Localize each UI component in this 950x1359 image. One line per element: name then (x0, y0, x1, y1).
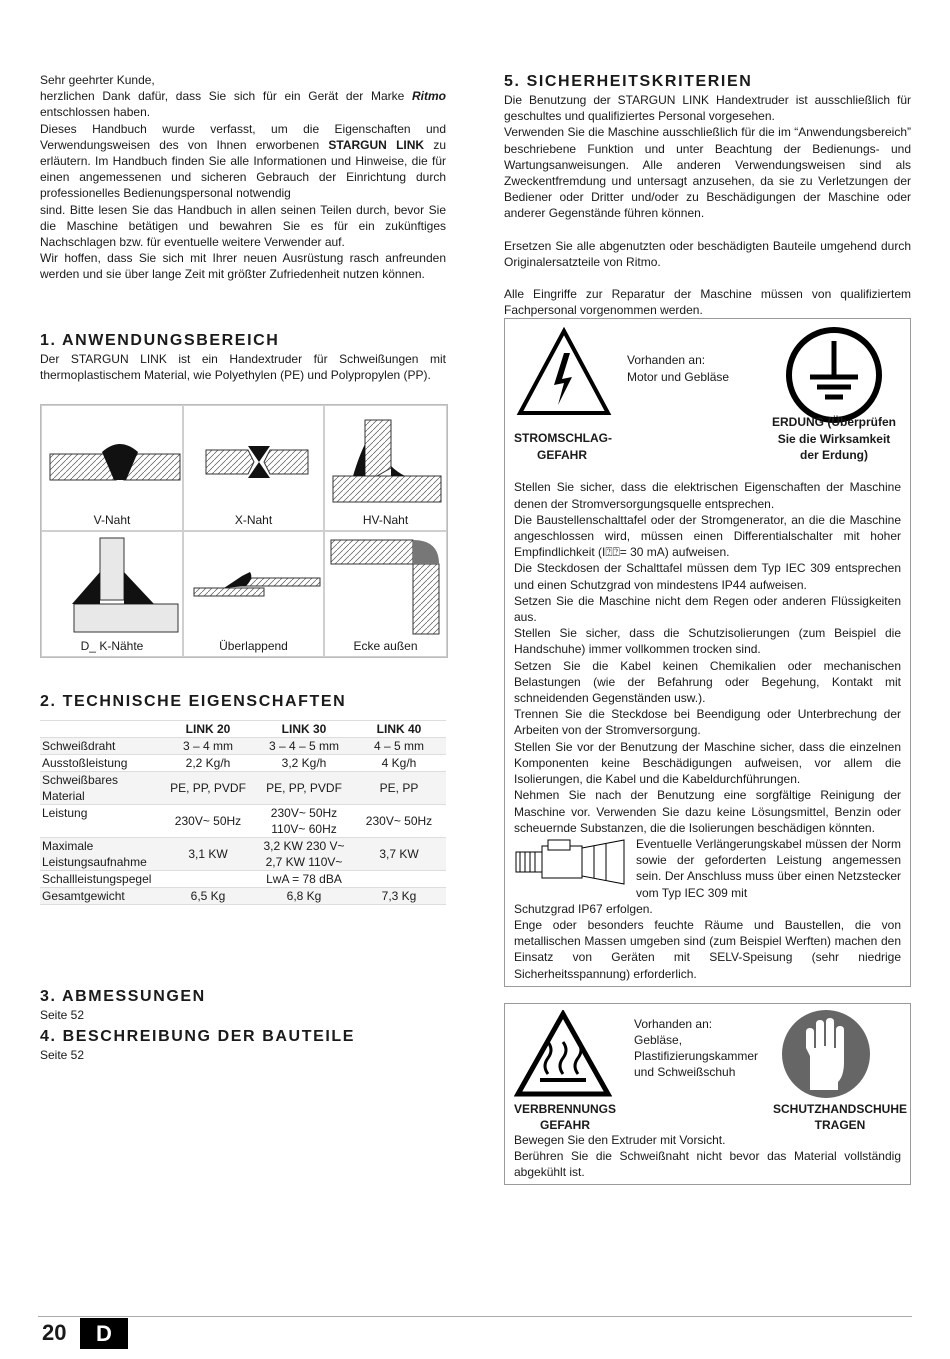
intro-text (40, 72, 446, 283)
weld-cell (183, 531, 324, 657)
burn-label: VERBRENNUNGS GEFAHR (514, 1101, 617, 1132)
electric-shock-warning-icon (516, 327, 612, 419)
section-5-para: Ersetzen Sie alle abgenutzten oder beschädigten Bauteile umgehend durch Originalersatzteile von Ritmo. (504, 238, 911, 269)
section-5-heading: 5. SICHERHEITSKRITERIEN (504, 73, 753, 90)
symbols-row (514, 327, 901, 479)
v-weld-figure (42, 406, 182, 506)
plug-note-tail: Schutzgrad IP67 erfolgen. (514, 901, 653, 916)
weld-cell (183, 405, 324, 531)
box1-last-para: Enge oder besonders feuchte Räume und Baustellen, die von metallischen Massen umgeben sind (zum Beispiel Werften) machen den Einsatz von Geräten mit SELV-Speisung (sehr niedrige Sicherheitsspannung) erforderlich. (514, 917, 901, 981)
burn-safety-box (504, 1003, 911, 1186)
box1-para: Stellen Sie sicher, dass die Schutzisolierungen (zum Beispiel die Handschuhe) immer vollkommen trocken sind. (514, 626, 901, 657)
footer-divider (38, 1316, 912, 1317)
weld-label: V-Naht (93, 513, 131, 528)
table-header-row (40, 721, 446, 738)
table-row: Ausstoßleistung 2,2 Kg/h 3,2 Kg/h 4 Kg/h (40, 755, 446, 772)
table-row: Schweißbares Material PE, PP, PVDF PE, PP, PVDF PE, PP (40, 772, 446, 805)
table-row: Leistung 230V~ 50Hz 230V~ 50Hz 110V~ 60Hz 230V~ 50Hz (40, 805, 446, 838)
page-number: 20 (42, 1320, 67, 1345)
box2-para: Berühren Sie die Schweißnaht nicht bevor das Material vollständig abgekühlt ist. (514, 1148, 901, 1180)
x-weld-figure (184, 406, 324, 506)
shock-present-note: Vorhanden an: Motor und Gebläse (627, 353, 730, 384)
overlap-weld-figure (184, 532, 324, 632)
box1-para: Stellen Sie sicher, dass die elektrischen Eigenschaften der Maschine denen der Stromversorgungsquelle entsprechen. (514, 480, 901, 511)
shock-label: STROMSCHLAG-GEFAHR (514, 431, 612, 462)
weld-cell (41, 405, 183, 531)
plug-note: Eventuelle Verlängerungskabel müssen der Norm sowie der geforderten Leistung angemessen sein. Der Anschluss muss über einen Netzstecker vom Typ IEC 309 mit (514, 836, 901, 901)
tech-specs-table (40, 720, 446, 905)
col-header: LINK 30 (281, 722, 327, 737)
burn-present-note: Vorhanden an: Gebläse, Plastifizierungskammer und Schweißschuh (634, 1016, 759, 1080)
gloves-label: SCHUTZHANDSCHUHE TRAGEN (773, 1101, 907, 1132)
weld-types-grid (40, 404, 448, 658)
col-header: LINK 40 (376, 722, 422, 737)
weld-label: HV-Naht (362, 513, 409, 528)
table-row: Maximale Leistungsaufnahme 3,1 KW 3,2 KW 230 V~ 2,7 KW 110V~ 3,7 KW (40, 838, 446, 871)
section-1-heading: 1. ANWENDUNGSBEREICH (40, 331, 280, 349)
hv-weld-figure (325, 406, 447, 506)
box2-para: Bewegen Sie den Extruder mit Vorsicht. (514, 1132, 726, 1147)
language-badge: D (80, 1318, 128, 1349)
safety-gloves-icon (780, 1008, 872, 1100)
earth-ground-icon (764, 325, 904, 425)
box1-para: Setzen Sie die Maschine nicht dem Regen oder anderen Flüssigkeiten aus. (514, 593, 901, 625)
electrical-safety-box (504, 318, 911, 986)
weld-cell (324, 405, 447, 531)
section-1-text: Der STARGUN LINK ist ein Handextruder für Schweißungen mit thermoplastischem Material, wie Polyethylen (PE) und Polypropylen (PP). (40, 351, 446, 382)
section-4-text: Seite 52 (40, 1048, 85, 1063)
weld-label: D_ K-Nähte (80, 639, 144, 654)
symbols-row (514, 1012, 907, 1132)
table-row: Schweißdraht 3 – 4 mm 3 – 4 – 5 mm 4 – 5 mm (40, 738, 446, 755)
corner-weld-figure (325, 532, 447, 636)
box1-para: Setzen Sie die Kabel keinen Chemikalien oder mechanischen Belastungen (wie der Befahrung oder Begehung, Kontakt mit schneidenden Gegenständen usw.). (514, 658, 901, 706)
left-column (40, 72, 446, 1063)
earth-label: ERDUNG (Überprüfen Sie die Wirksamkeit der Erdung) (771, 415, 896, 462)
table-row: Schallleistungspegel LwA = 78 dBA (40, 871, 446, 888)
iec-plug-icon (514, 836, 632, 890)
weld-label: X-Naht (234, 513, 273, 528)
col-header: LINK 20 (185, 722, 231, 737)
intro-line: Wir hoffen, dass Sie sich mit Ihrer neuen Ausrüstung rasch anfreunden werden und sie über lange Zeit mit größter Zufriedenheit nutzen können. (40, 251, 446, 282)
box1-para: Die Steckdosen der Schalttafel müssen dem Typ IEC 309 entsprechen und einen Schutzgrad von mindestens IP44 aufweisen. (514, 561, 901, 592)
weld-label: Überlappend (219, 639, 288, 654)
hot-surface-warning-icon (514, 1010, 612, 1100)
intro-line: sind. Bitte lesen Sie das Handbuch in allen seinen Teilen durch, bevor Sie die Maschine betätigen und bewahren Sie es für ein zukünftiges Nachschlagen bzw. für eventuelle weitere Verwender auf. (40, 202, 446, 250)
box1-para: Nehmen Sie nach der Benutzung eine sorgfältige Reinigung der Maschine vor. Verwenden Sie dazu keine Lösungsmittel, Benzin oder scheuernde Substanzen, die die Isolierungen beschädigen könnten. (514, 788, 901, 835)
table-row: Gesamtgewicht 6,5 Kg 6,8 Kg 7,3 Kg (40, 888, 446, 905)
section-5-para: Verwenden Sie die Maschine ausschließlich für die im “Anwendungsbereich” beschriebene Funktion und unter Beachtung der Bedienungs- und Wartungsanweisungen. Alle anderen Verwendungsweisen sind als Zweckentfremdung und untersagt anzusehen, da sie zu Verletzungen der Bediener oder Dritter und/oder zu Beschädigungen der Maschine oder anderer Gegenstände führen können. (504, 125, 911, 221)
k-weld-figure (42, 532, 182, 636)
intro-line: herzlichen Dank dafür, dass Sie sich für ein Gerät der Marke Ritmo entschlossen haben. (40, 89, 446, 120)
weld-cell (324, 531, 447, 657)
weld-cell (41, 531, 183, 657)
box1-para: Die Baustellenschalttafel oder der Stromgenerator, an die die Maschine angeschlossen wird, müssen einen Differentialschalter mit hoher Empfindlichkeit (I⍰⍰= 30 mA) aufweisen. (514, 512, 901, 560)
section-3-text: Seite 52 (40, 1008, 85, 1023)
section-5-para: Die Benutzung der STARGUN LINK Handextruder ist ausschließlich für geschultes und qualifiziertes Personal vorgesehen. (504, 93, 911, 124)
weld-label: Ecke außen (353, 639, 418, 654)
section-4-heading: 4. BESCHREIBUNG DER BAUTEILE (40, 1028, 356, 1046)
section-3-heading: 3. ABMESSUNGEN (40, 988, 206, 1006)
section-5-para: Alle Eingriffe zur Reparatur der Maschine müssen von qualifiziertem Fachpersonal vorgenommen werden. (504, 287, 911, 318)
greeting: Sehr geehrter Kunde, (40, 73, 155, 87)
box1-para: Trennen Sie die Steckdose bei Beendigung oder Unterbrechung der Arbeiten von der Stromversorgung. (514, 707, 901, 738)
section-2-heading: 2. TECHNISCHE EIGENSCHAFTEN (40, 693, 347, 711)
right-column (504, 72, 911, 1185)
box1-para: Stellen Sie vor der Benutzung der Maschine sicher, dass die einzelnen Komponenten keine Beschädigungen aufweisen, vor allem die Isolierungen, die Kabel und die Kabeldurchführungen. (514, 739, 901, 787)
intro-line: Dieses Handbuch wurde verfasst, um die Eigenschaften und Verwendungsweisen des von Ihnen erworbenen STARGUN LINK zu erläutern. Im Handbuch finden Sie alle Informationen und Hinweise, die für einen angemessenen und sicheren Gebrauch der Einrichtung durch professionelles Bedienungspersonal notwendig (40, 121, 447, 201)
